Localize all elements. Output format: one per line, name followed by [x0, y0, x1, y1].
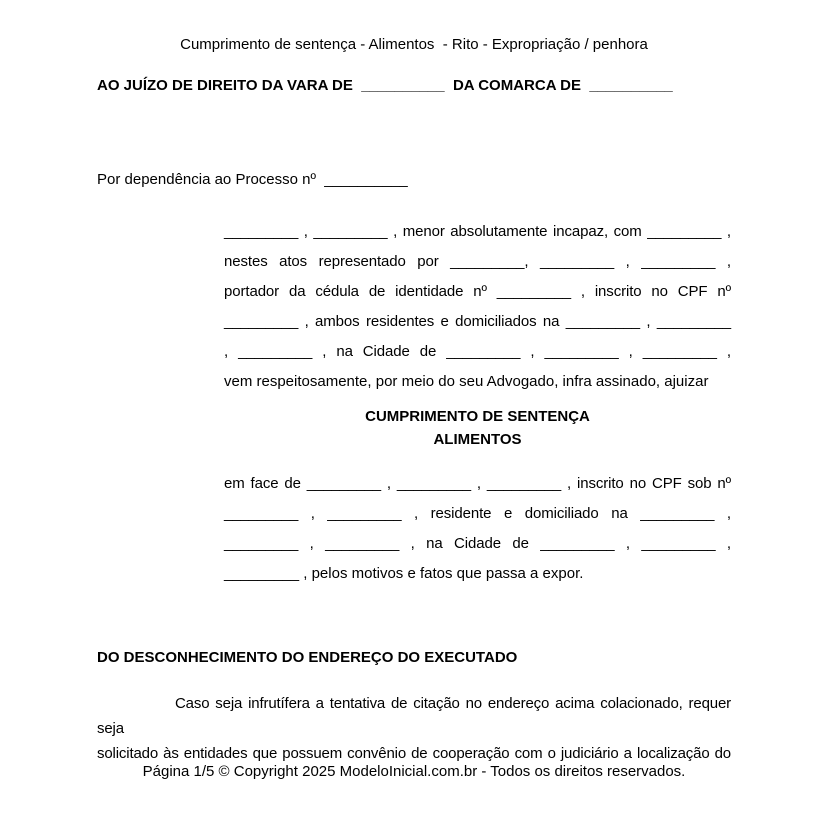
- action-title-line1: CUMPRIMENTO DE SENTENÇA: [365, 408, 590, 425]
- section-paragraph: [97, 691, 731, 766]
- addressee-line: AO JUÍZO DE DIREITO DA VARA DE __________ DA COMARCA DE __________: [97, 77, 673, 94]
- section-paragraph-line: solicitado às entidades que possuem convênio de cooperação com o judiciário a localização do: [97, 745, 731, 762]
- respondent-line: em face de _________ , _________ , _________ , inscrito no CPF sob nº: [224, 475, 731, 492]
- action-title: [224, 405, 731, 451]
- respondent-line: _________ , _________ , residente e domiciliado na _________ ,: [224, 505, 731, 522]
- petitioner-paragraph: [224, 217, 731, 397]
- petitioner-line: portador da cédula de identidade nº _________ , inscrito no CPF nº: [224, 283, 731, 300]
- respondent-line: _________ , pelos motivos e fatos que passa a expor.: [224, 565, 584, 582]
- document-title: Cumprimento de sentença - Alimentos - Rito - Expropriação / penhora: [180, 36, 648, 53]
- petitioner-line: _________ , ambos residentes e domiciliados na _________ , _________: [224, 313, 731, 330]
- section-paragraph-line: Caso seja infrutífera a tentativa de citação no endereço acima colacionado, requer seja: [97, 695, 731, 737]
- respondent-line: _________ , _________ , na Cidade de _________ , _________ ,: [224, 535, 731, 552]
- dependency-line: Por dependência ao Processo nº __________: [97, 171, 408, 188]
- petitioner-line: _________ , _________ , menor absolutamente incapaz, com _________ ,: [224, 223, 731, 240]
- action-title-line2: ALIMENTOS: [433, 431, 522, 448]
- petitioner-line: vem respeitosamente, por meio do seu Advogado, infra assinado, ajuizar: [224, 373, 709, 390]
- petitioner-line: , _________ , na Cidade de _________ , _________ , _________ ,: [224, 343, 731, 360]
- petitioner-line: nestes atos representado por _________, _________ , _________ ,: [224, 253, 731, 270]
- respondent-paragraph: [224, 469, 731, 589]
- page-footer: Página 1/5 © Copyright 2025 ModeloInicial.com.br - Todos os direitos reservados.: [142, 763, 686, 780]
- section-heading: DO DESCONHECIMENTO DO ENDEREÇO DO EXECUTADO: [97, 649, 518, 666]
